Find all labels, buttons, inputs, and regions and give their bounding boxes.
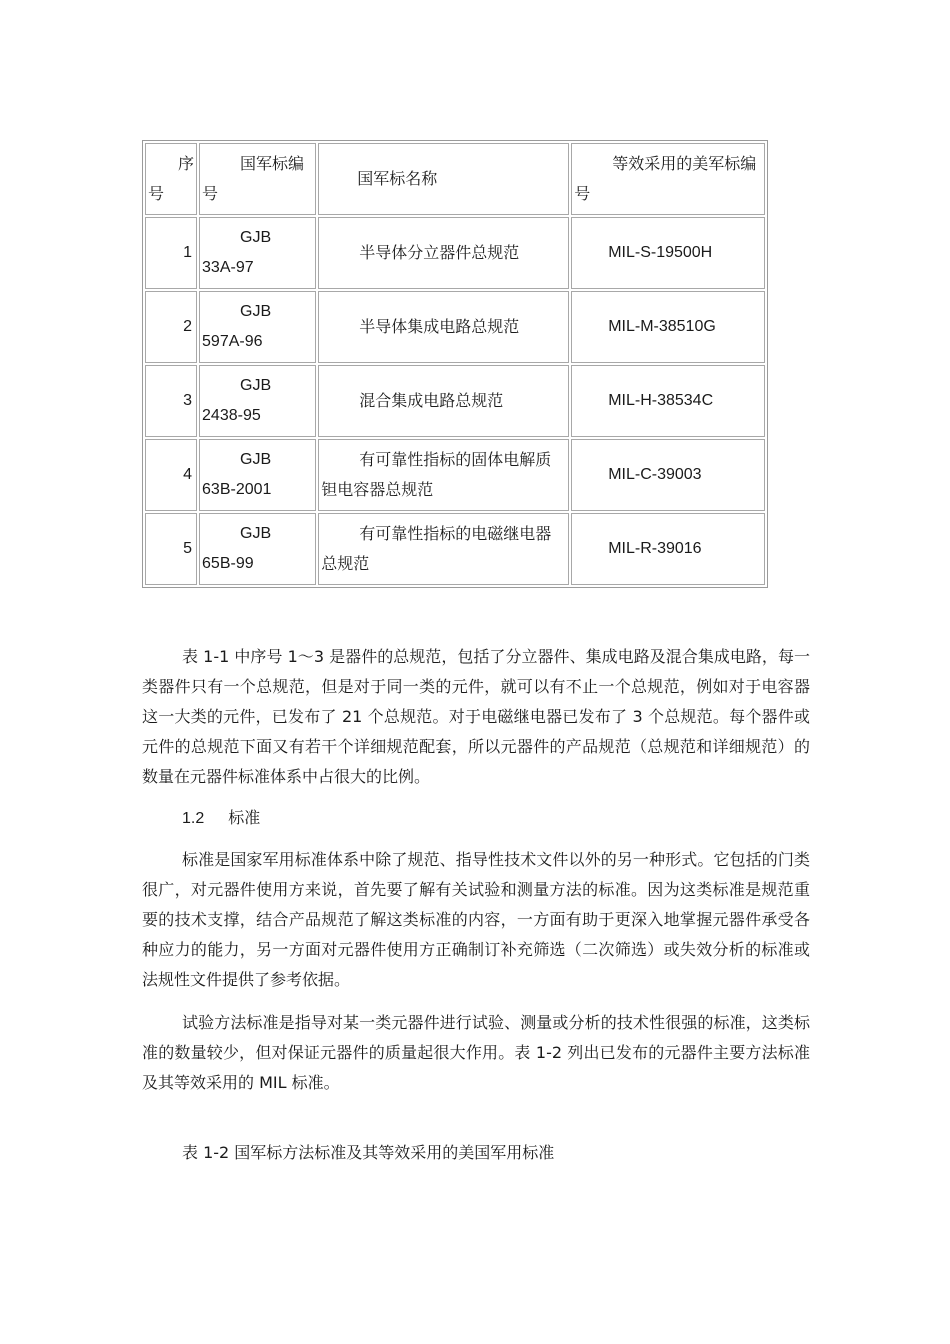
- table-row: [145, 365, 765, 437]
- table-row: [145, 291, 765, 363]
- row-code: GJB 63B-2001: [199, 439, 316, 511]
- header-code: 国军标编 号: [199, 143, 316, 215]
- paragraph-table-1-1-note: 表 1-1 中序号 1～3 是器件的总规范，包括了分立器件、集成电路及混合集成电路，每一类器件只有一个总规范，但是对于同一类的元件，就可以有不止一个总规范，例如对于电容器这一大类的元件，已发布了 21 个总规范。对于电磁继电器已发布了 3 个总规范。每个器件或元件的总规范下面又有若干个详细规范配套，所以元器件的产品规范（总规范和详细规范）的数量在元器件标准体系中占很大的比例。: [142, 647, 810, 786]
- row-mil: MIL-R-39016: [571, 513, 765, 585]
- row-seq: 3: [145, 365, 197, 437]
- row-seq: 2: [145, 291, 197, 363]
- row-mil: MIL-S-19500H: [571, 217, 765, 289]
- row-name: 混合集成电路总规范: [318, 365, 569, 437]
- row-name: 有可靠性指标的电磁继电器 总规范: [318, 513, 569, 585]
- row-mil: MIL-C-39003: [571, 439, 765, 511]
- standards-table: [142, 140, 768, 588]
- header-seq: 序 号: [145, 143, 197, 215]
- row-name: 半导体分立器件总规范: [318, 217, 569, 289]
- header-mil: 等效采用的美军标编 号: [571, 143, 765, 215]
- paragraph-test-methods: 试验方法标准是指导对某一类元器件进行试验、测量或分析的技术性很强的标准，这类标准的数量较少，但对保证元器件的质量起很大作用。表 1-2 列出已发布的元器件主要方法标准及其等效采用的 MIL 标准。: [142, 1013, 810, 1092]
- row-seq: 5: [145, 513, 197, 585]
- section-number: 1.2: [182, 810, 205, 827]
- table-header-row: [145, 143, 765, 215]
- table-row: [145, 439, 765, 511]
- table-row: [145, 217, 765, 289]
- row-seq: 4: [145, 439, 197, 511]
- row-seq: 1: [145, 217, 197, 289]
- row-mil: MIL-H-38534C: [571, 365, 765, 437]
- table-1-2-caption: 表 1-2 国军标方法标准及其等效采用的美国军用标准: [182, 1143, 555, 1162]
- table-row: [145, 513, 765, 585]
- row-name: 有可靠性指标的固体电解质 钽电容器总规范: [318, 439, 569, 511]
- section-heading: [182, 803, 260, 834]
- row-code: GJB 597A-96: [199, 291, 316, 363]
- header-name: 国军标名称: [318, 143, 569, 215]
- row-code: GJB 33A-97: [199, 217, 316, 289]
- paragraph-standards: 标准是国家军用标准体系中除了规范、指导性技术文件以外的另一种形式。它包括的门类很广，对元器件使用方来说，首先要了解有关试验和测量方法的标准。因为这类标准是规范重要的技术支撑，结合产品规范了解这类标准的内容，一方面有助于更深入地掌握元器件承受各种应力的能力，另一方面对元器件使用方正确制订补充筛选（二次筛选）或失效分析的标准或法规性文件提供了参考依据。: [142, 850, 810, 989]
- row-mil: MIL-M-38510G: [571, 291, 765, 363]
- row-name: 半导体集成电路总规范: [318, 291, 569, 363]
- row-code: GJB 65B-99: [199, 513, 316, 585]
- row-code: GJB 2438-95: [199, 365, 316, 437]
- section-title: 标准: [228, 808, 261, 827]
